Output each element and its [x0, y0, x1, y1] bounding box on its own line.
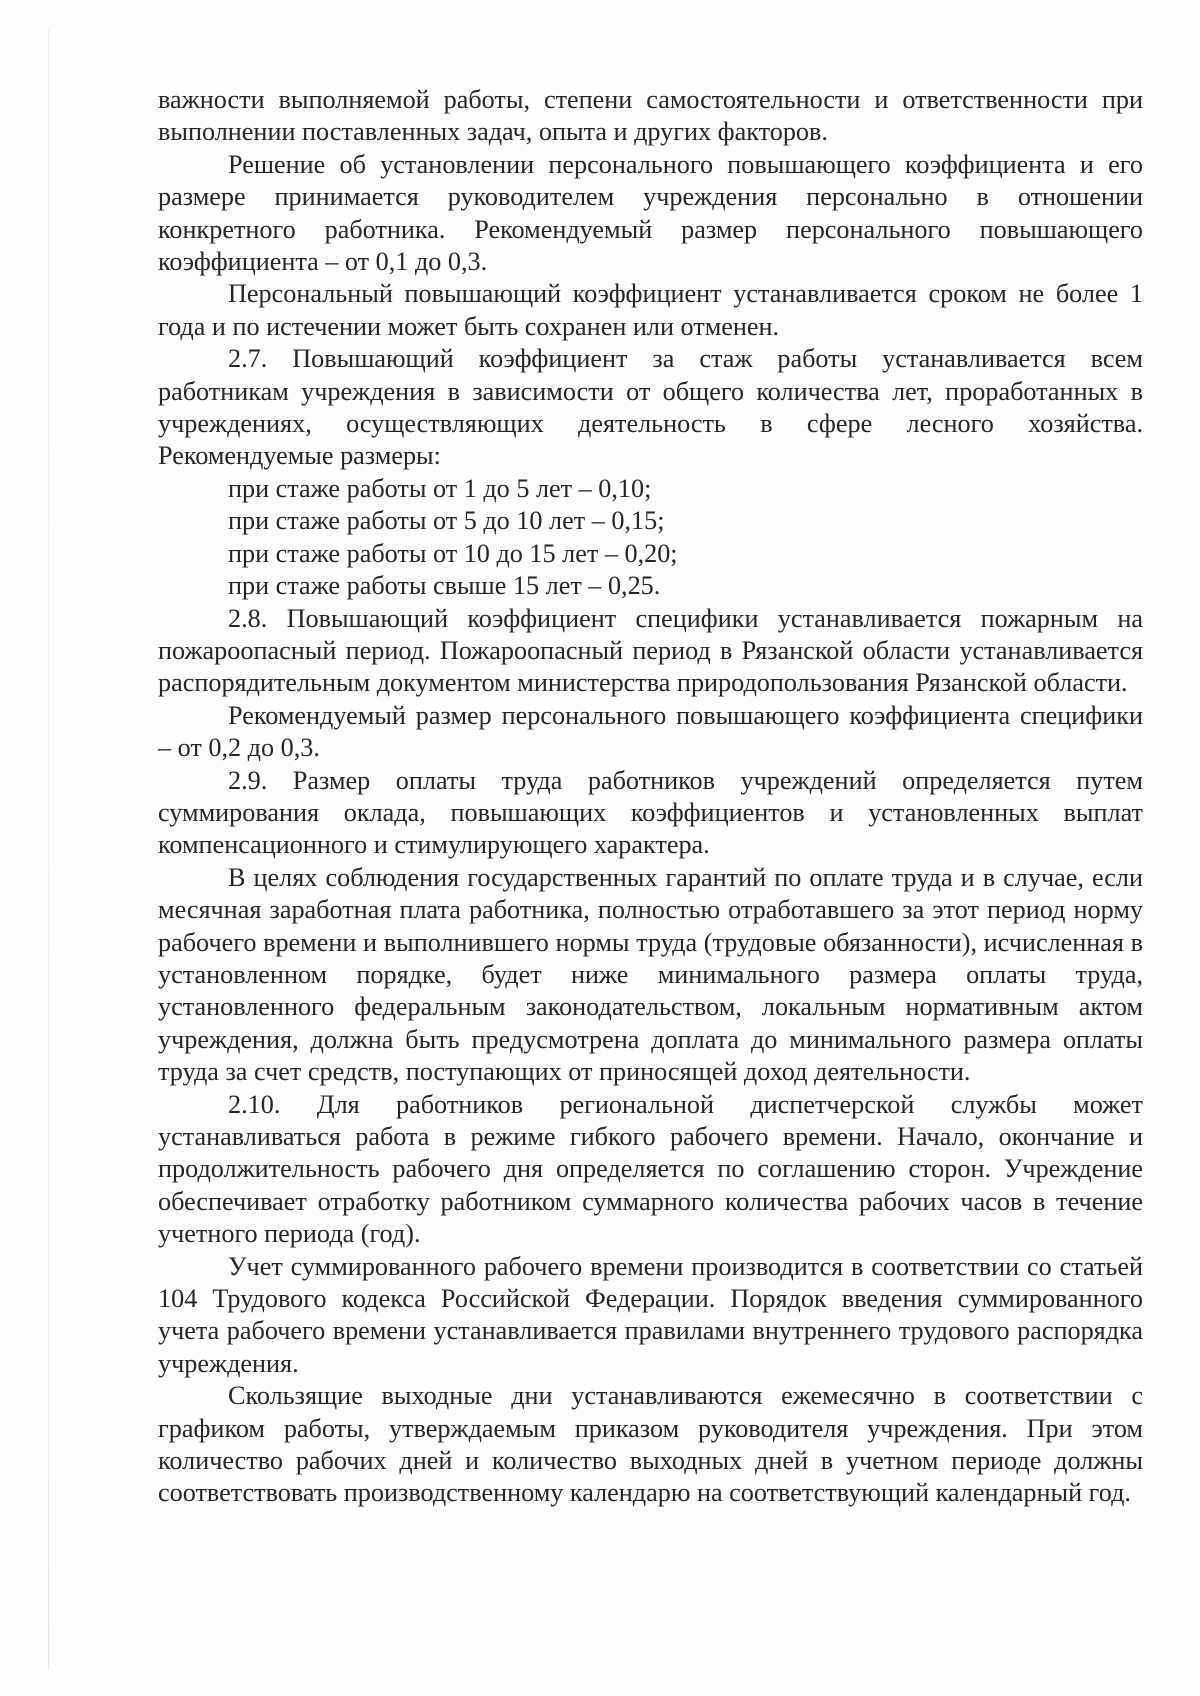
scan-edge-line [48, 30, 49, 1670]
paragraph-sliding-days-off: Скользящие выходные дни устанавливаются ежемесячно в соответствии с графиком работы, утверждаемым приказом руководителя учреждения. При этом количество рабочих дней и количество выходных дней в учетном периоде должны соответствовать производственному календарю на соответствующий календарный год. [158, 1381, 1143, 1508]
paragraph-summarized-time-accounting: Учет суммированного рабочего времени производится в соответствии со статьей 104 Трудового кодекса Российской Федерации. Порядок введения суммированного учета рабочего времени устанавливается правилами внутреннего трудового распорядка учреждения. [158, 1251, 1143, 1378]
document-body [158, 84, 1143, 1510]
list-item-seniority-10-15: при стаже работы от 10 до 15 лет – 0,20; [228, 538, 678, 568]
paragraph-specifics-size: Рекомендуемый размер персонального повышающего коэффициента специфики – от 0,2 до 0,3. [158, 700, 1143, 763]
paragraph-continuation: важности выполняемой работы, степени самостоятельности и ответственности при выполнении поставленных задач, опыта и других факторов. [158, 85, 1143, 147]
paragraph-minimum-wage-guarantee: В целях соблюдения государственных гарантий по оплате труда и в случае, если месячная заработная плата работника, полностью отработавшего за этот период норму рабочего времени и выполнившего нормы труда (трудовые обязанности), исчисленная в установленном порядке, будет ниже минимального размера оплаты труда, установленного федеральным законодательством, локальным нормативным актом учреждения, должна быть предусмотрена доплата до минимального размера оплаты труда за счет средств, поступающих от приносящей доход деятельности. [158, 862, 1143, 1087]
paragraph-2-10-flexible-time: 2.10. Для работников региональной диспетчерской службы может устанавливаться работа в режиме гибкого рабочего времени. Начало, окончание и продолжительность рабочего дня определяется по соглашению сторон. Учреждение обеспечивает отработку работником суммарного количества рабочих часов в течение учетного периода (год). [158, 1089, 1143, 1249]
paragraph-personal-coefficient-term: Персональный повышающий коэффициент устанавливается сроком не более 1 года и по истечении может быть сохранен или отменен. [158, 279, 1143, 341]
list-item-seniority-1-5: при стаже работы от 1 до 5 лет – 0,10; [228, 473, 652, 503]
paragraph-2-7-seniority: 2.7. Повышающий коэффициент за стаж работы устанавливается всем работникам учреждения в зависимости от общего количества лет, проработанных в учреждениях, осуществляющих деятельность в сфере лесного хозяйства. Рекомендуемые размеры: [158, 344, 1143, 471]
list-item-seniority-over-15: при стаже работы свыше 15 лет – 0,25. [228, 571, 661, 601]
paragraph-2-8-specifics: 2.8. Повышающий коэффициент специфики устанавливается пожарным на пожароопасный период. Пожароопасный период в Рязанской области устанавливается распорядительным документом министерства природопользования Рязанской области. [158, 603, 1143, 698]
paragraph-2-9-pay-size: 2.9. Размер оплаты труда работников учреждений определяется путем суммирования оклада, повышающих коэффициентов и установленных выплат компенсационного и стимулирующего характера. [158, 765, 1143, 860]
list-item-seniority-5-10: при стаже работы от 5 до 10 лет – 0,15; [228, 506, 665, 536]
paragraph-personal-coefficient-decision: Решение об установлении персонального повышающего коэффициента и его размере принимается руководителем учреждения персонально в отношении конкретного работника. Рекомендуемый размер персонального повышающего коэффициента – от 0,1 до 0,3. [158, 149, 1143, 277]
